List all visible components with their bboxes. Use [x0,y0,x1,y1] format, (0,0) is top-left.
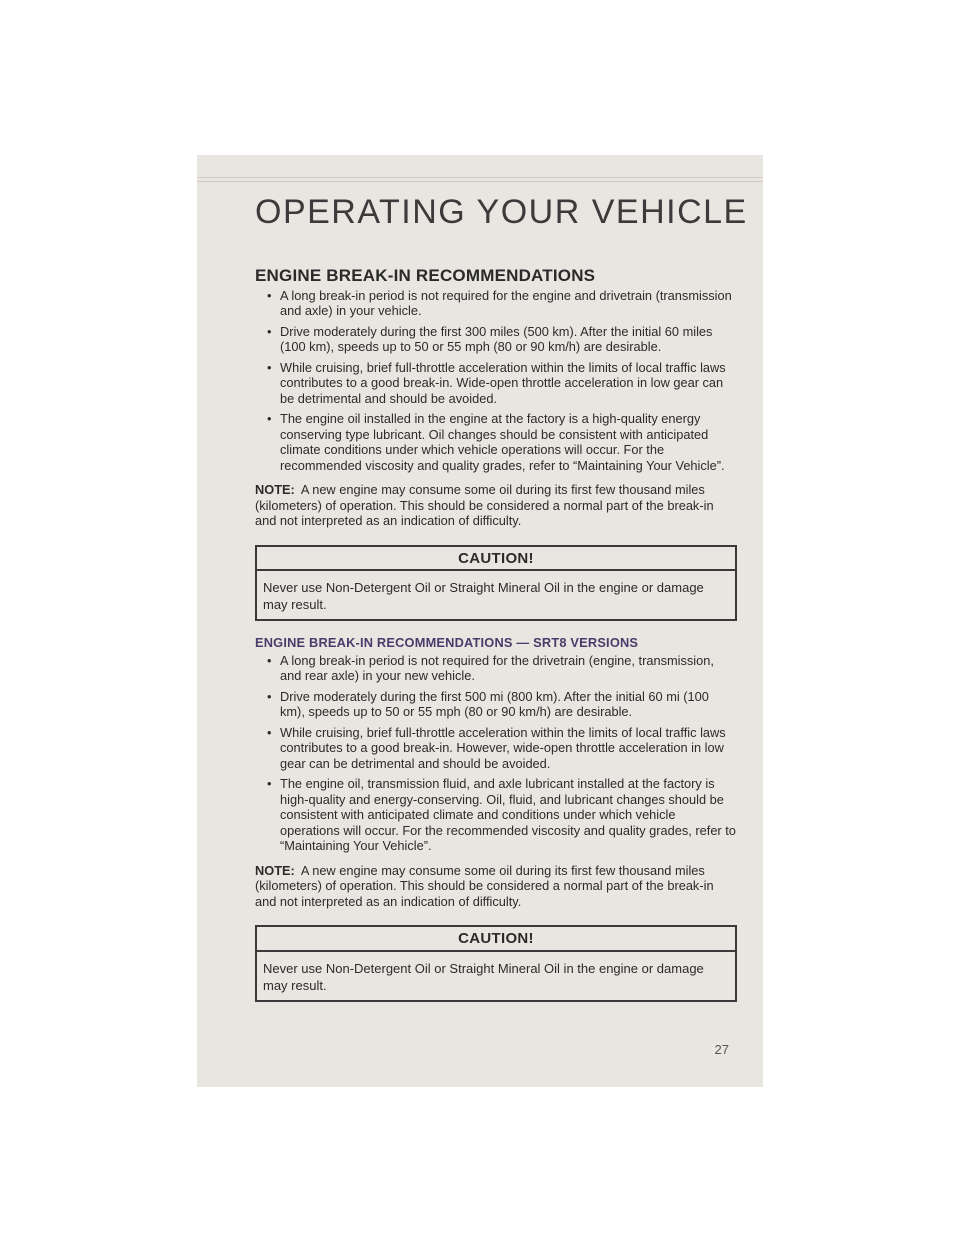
note-text: A new engine may consume some oil during its first few thousand miles (kilometers) of operation. This should be considered a normal part of the break-in and not interpreted as an indication of difficulty. [255,482,714,528]
list-item: • The engine oil, transmission fluid, and axle lubricant installed at the factory is high-quality and energy-conserving. Oil, fluid, and lubricant changes should be consistent with anticipated climate and conditions under which vehicle operations will occur. For the recommended viscosity and quality grades, refer to “Maintaining Your Vehicle”. [267,776,737,854]
note-paragraph [255,863,737,910]
list-item: • A long break-in period is not required for the drivetrain (engine, transmission, and rear axle) in your new vehicle. [267,653,737,684]
note-paragraph [255,482,737,529]
bullet-list [255,288,737,474]
list-item: • Drive moderately during the first 300 miles (500 km). After the initial 60 miles (100 km), speeds up to 50 or 55 mph (80 or 90 km/h) are desirable. [267,324,737,355]
caution-title: CAUTION! [257,547,735,572]
chapter-title: OPERATING YOUR VEHICLE [255,193,748,231]
subsection-title: ENGINE BREAK-IN RECOMMENDATIONS — SRT8 VERSIONS [255,635,639,650]
list-item: • While cruising, brief full-throttle acceleration within the limits of local traffic laws contributes to a good break-in. However, wide-open throttle acceleration in low gear can be detrimental and should be avoided. [267,725,737,772]
list-item: • Drive moderately during the first 500 mi (800 km). After the initial 60 mi (100 km), speeds up to 50 or 55 mph (80 or 90 km/h) are desirable. [267,689,737,720]
caution-text: Never use Non-Detergent Oil or Straight Mineral Oil in the engine or damage may result. [263,580,704,612]
list-item: • The engine oil installed in the engine at the factory is a high-quality energy conserving type lubricant. Oil changes should be consistent with anticipated climate conditions under which vehicle operations will occur. For the recommended viscosity and quality grades, refer to “Maintaining Your Vehicle”. [267,411,737,473]
caution-box [255,545,737,622]
caution-text: Never use Non-Detergent Oil or Straight Mineral Oil in the engine or damage may result. [263,960,704,993]
list-item: • While cruising, brief full-throttle acceleration within the limits of local traffic laws contributes to a good break-in. Wide-open throttle acceleration in low gear can be detrimental and should be avoided. [267,360,737,407]
caution-box [255,925,737,1002]
header-rule [197,177,763,182]
page-content [255,268,737,1016]
caution-title: CAUTION! [257,927,735,952]
note-label: NOTE: [255,862,295,878]
list-item: • A long break-in period is not required for the engine and drivetrain (transmission and axle) in your vehicle. [267,288,737,319]
page-number: 27 [714,1042,729,1057]
section-title: ENGINE BREAK-IN RECOMMENDATIONS [255,266,596,285]
note-label: NOTE: [255,482,295,497]
bullet-list [255,653,737,854]
manual-page [197,155,763,1087]
note-text: A new engine may consume some oil during its first few thousand miles (kilometers) of operation. This should be considered a normal part of the break-in and not interpreted as an indication of difficulty. [255,862,714,909]
